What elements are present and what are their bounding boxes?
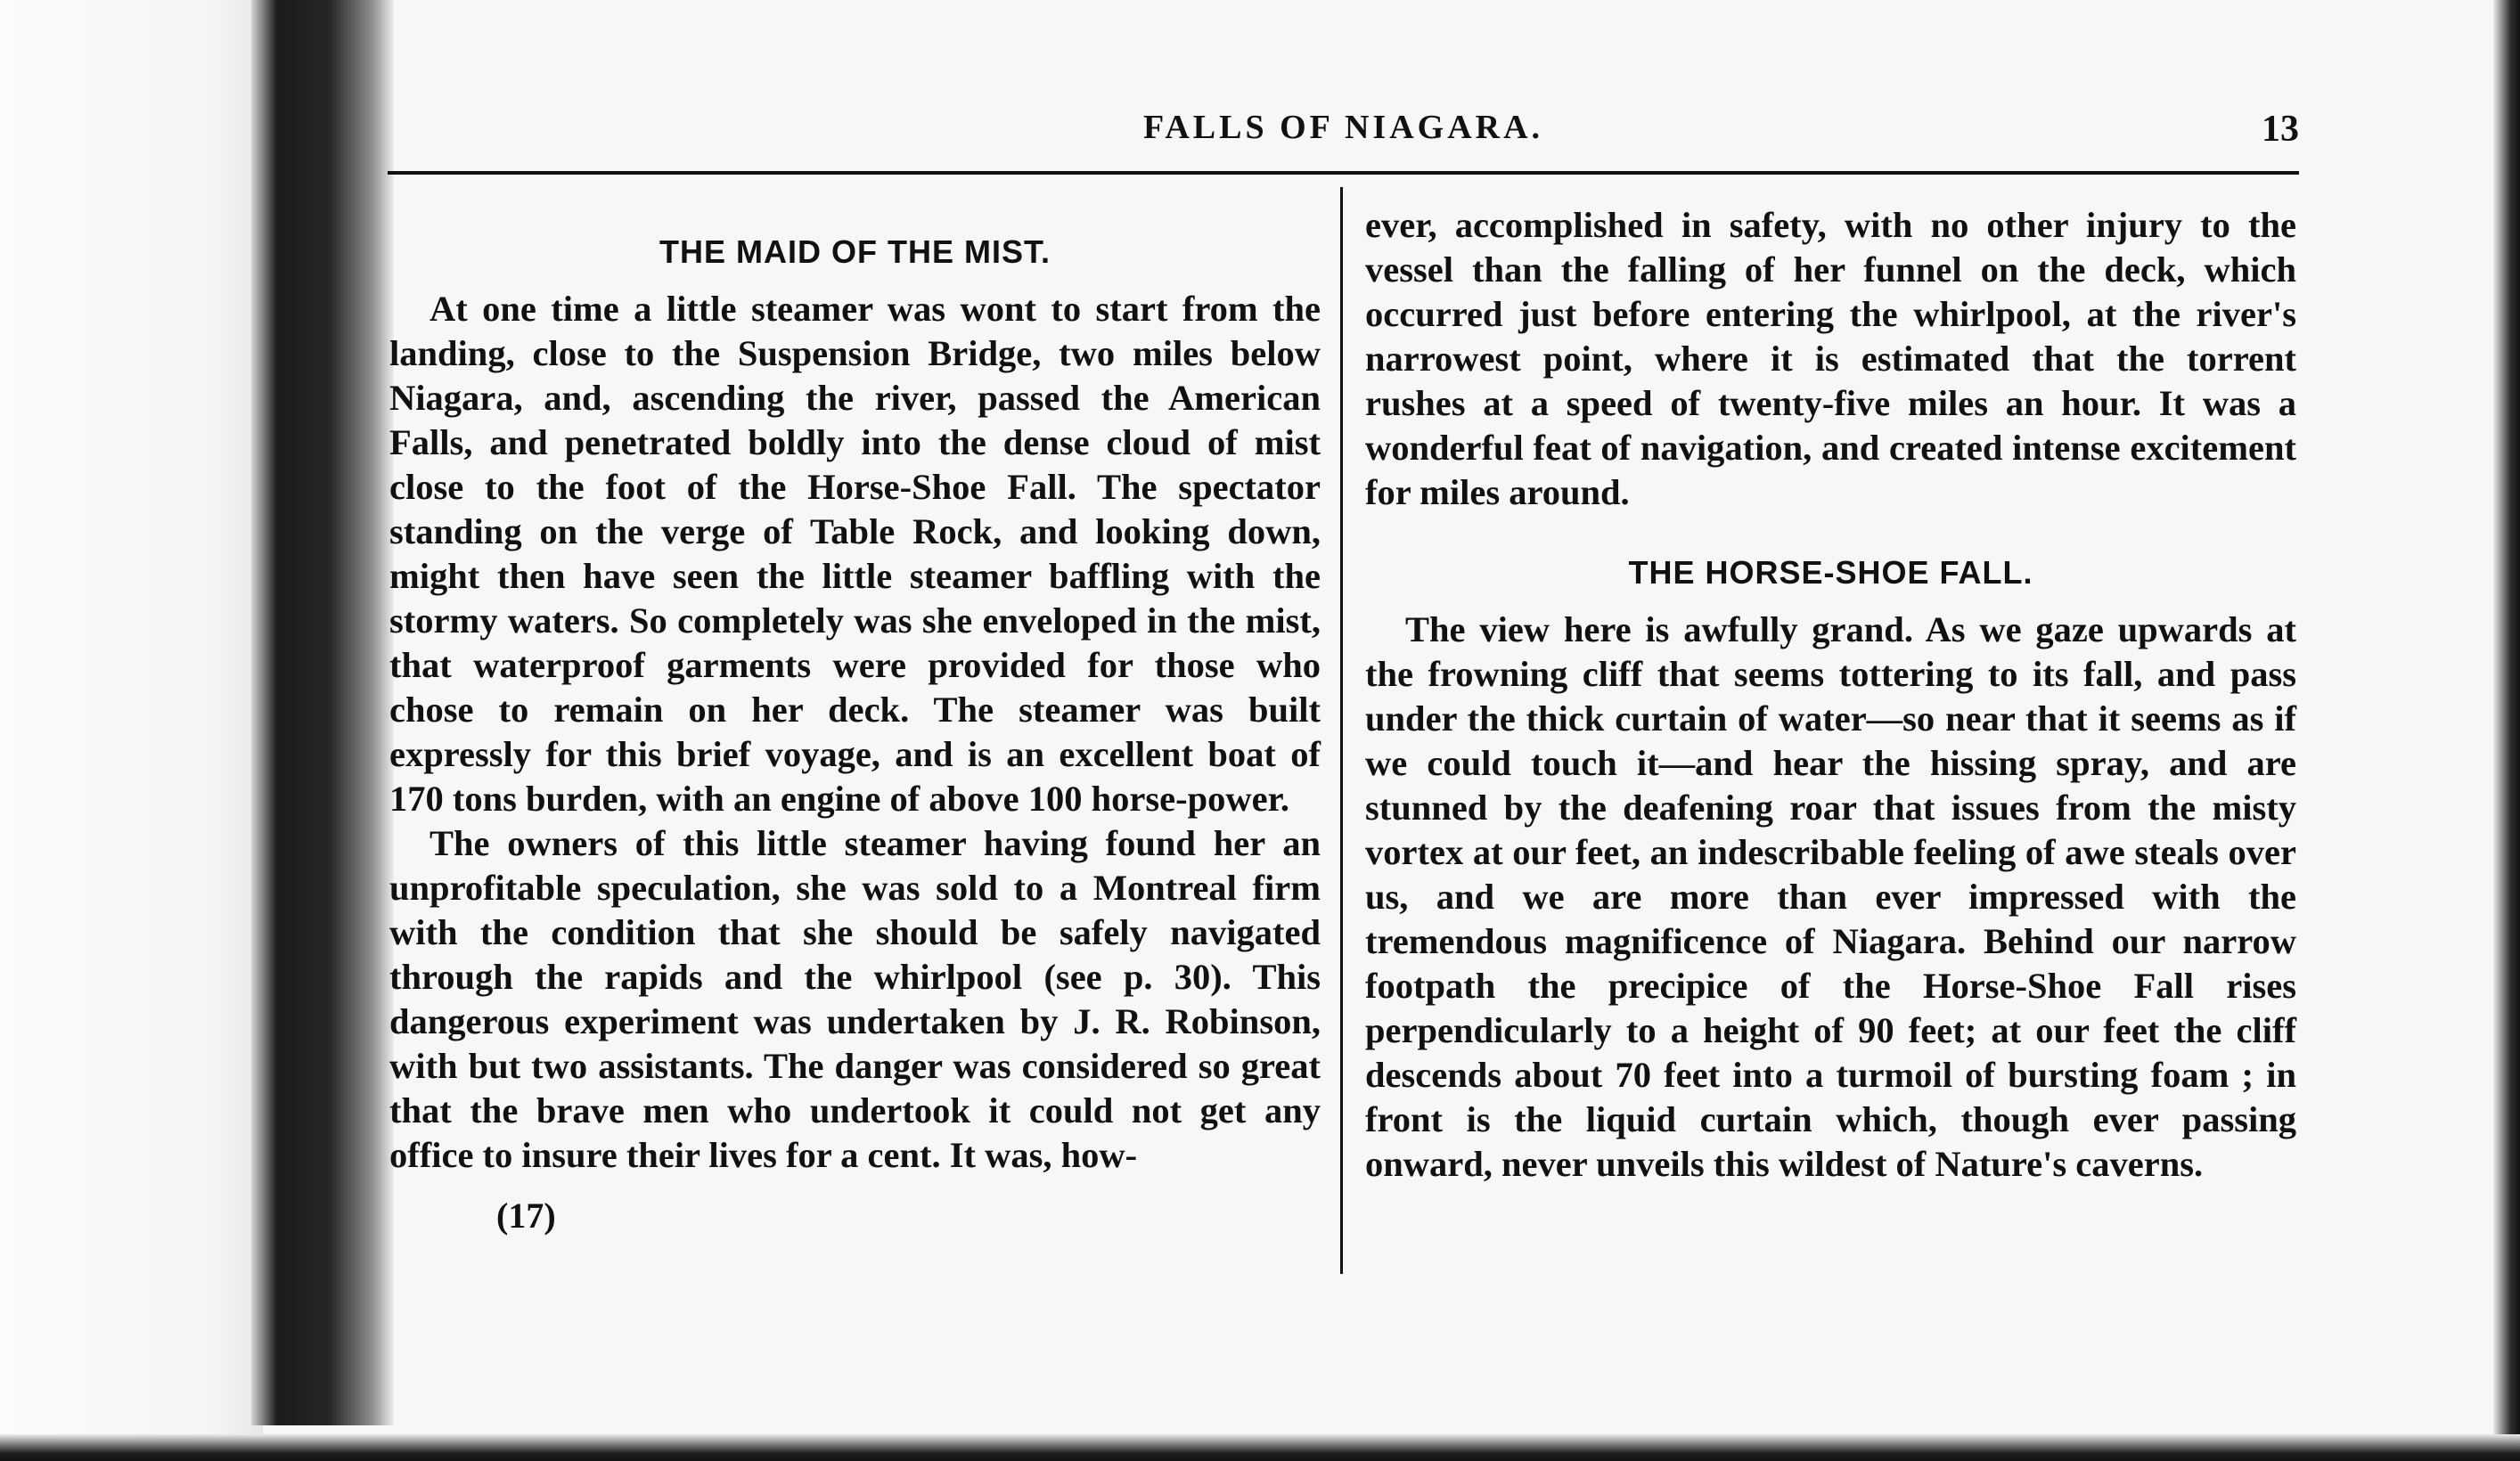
section-heading-horse-shoe-fall: THE HORSE-SHOE FALL. bbox=[1628, 554, 2033, 591]
running-title: FALLS OF NIAGARA. bbox=[1142, 109, 1544, 146]
left-column bbox=[389, 203, 1321, 1238]
paragraph: The owners of this little steamer having found her an unprofitable speculation, she was sold to a Montreal firm with the condition that she should be safely navigated through the rapids and the whirlpool (see p. 30). This dangerous experiment was undertaken by J. R. Robinson, with but two assistants. The danger was considered so great that the brave men who undertook it could not get any office to insure their lives for a cent. It was, how- bbox=[389, 823, 1321, 1175]
column-divider bbox=[1340, 187, 1343, 1274]
section-heading-maid-of-the-mist: THE MAID OF THE MIST. bbox=[659, 233, 1051, 270]
signature-mark: (17) bbox=[496, 1196, 556, 1236]
facing-page-edge bbox=[0, 0, 263, 1461]
paragraph-continuation: ever, accomplished in safety, with no other injury to the vessel than the falling of her funnel on the deck, which occurred just before entering the whirlpool, at the river's narrowest point, where it is estimated that the torrent rushes at a speed of twenty-five miles an hour. It was a wonderful feat of navigation, and created intense excitement for miles around. bbox=[1365, 205, 2296, 512]
page-bottom-edge bbox=[0, 1434, 2520, 1461]
paragraph: At one time a little steamer was wont to start from the landing, close to the Suspension Bridge, two miles below Niagara, and, ascending the river, passed the American Falls, and penetrated boldly into the dense cloud of mist close to the foot of the Horse-Shoe Fall. The spectator standing on the verge of Table Rock, and looking down, might then have seen the little steamer baffling with the stormy waters. So completely was she enveloped in the mist, that waterproof garments were provided for those who chose to remain on her deck. The steamer was built expressly for this brief voyage, and is an excellent boat of 170 tons burden, with an engine of above 100 horse-power. bbox=[389, 289, 1321, 819]
page-number: 13 bbox=[2262, 109, 2299, 150]
page-right-edge bbox=[2493, 0, 2520, 1461]
binding-gutter-shadow bbox=[251, 0, 394, 1425]
paragraph: The view here is awfully grand. As we gaze upwards at the frowning cliff that seems tottering to its fall, and pass under the thick curtain of water—so near that it seems as if we could touch it—and hear the hissing spray, and are stunned by the deafening roar that issues from the misty vortex at our feet, an indescribable feeling of awe steals over us, and we are more than ever impressed with the tremendous magnificence of Niagara. Behind our narrow footpath the precipice of the Horse-Shoe Fall rises perpendicularly to a height of 90 feet; at our feet the cliff descends about 70 feet into a turmoil of bursting foam ; in front is the liquid curtain which, though ever passing onward, never unveils this wildest of Nature's caverns. bbox=[1365, 609, 2296, 1184]
page-header bbox=[388, 94, 2299, 174]
header-rule bbox=[388, 171, 2299, 175]
right-column bbox=[1365, 203, 2296, 1187]
